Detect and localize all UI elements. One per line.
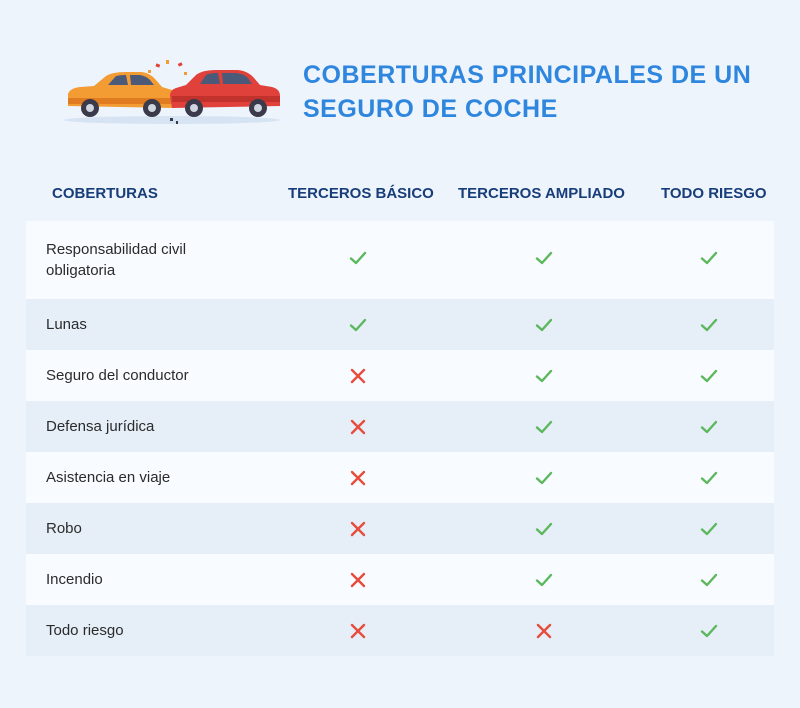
check-icon <box>348 315 368 335</box>
check-icon <box>699 366 719 386</box>
column-header-todo-riesgo: TODO RIESGO <box>661 185 767 202</box>
check-icon <box>534 417 554 437</box>
cross-icon <box>348 366 368 386</box>
check-icon <box>534 315 554 335</box>
cross-icon <box>348 570 368 590</box>
table-row <box>26 350 774 401</box>
check-icon <box>699 417 719 437</box>
check-icon <box>534 570 554 590</box>
check-icon <box>534 366 554 386</box>
check-icon <box>699 315 719 335</box>
check-icon <box>534 248 554 268</box>
cross-icon <box>348 519 368 539</box>
check-icon <box>534 468 554 488</box>
check-icon <box>534 519 554 539</box>
page-title <box>303 58 773 126</box>
coverage-table <box>26 221 774 656</box>
header <box>0 0 800 150</box>
check-icon <box>699 519 719 539</box>
row-label: Incendio <box>46 571 103 588</box>
table-row <box>26 299 774 350</box>
column-header-coberturas: COBERTURAS <box>52 185 158 202</box>
cross-icon <box>348 621 368 641</box>
column-header-terceros-basico: TERCEROS BÁSICO <box>288 185 434 202</box>
table-row <box>26 605 774 656</box>
row-label: Lunas <box>46 316 87 333</box>
cross-icon <box>534 621 554 641</box>
column-header-terceros-ampliado: TERCEROS AMPLIADO <box>458 185 625 202</box>
row-label: Robo <box>46 520 82 537</box>
table-row <box>26 554 774 605</box>
row-label: Asistencia en viaje <box>46 469 171 486</box>
title-line-1: COBERTURAS PRINCIPALES DE UN <box>303 61 752 89</box>
cross-icon <box>348 468 368 488</box>
table-row <box>26 221 774 299</box>
row-label: Defensa jurídica <box>46 418 155 435</box>
check-icon <box>699 468 719 488</box>
row-label: Todo riesgo <box>46 622 124 639</box>
row-label: Seguro del conductor <box>46 367 189 384</box>
table-row <box>26 401 774 452</box>
check-icon <box>699 248 719 268</box>
row-label: Responsabilidad civil obligatoria <box>46 241 187 279</box>
table-row <box>26 503 774 554</box>
title-line-2: SEGURO DE COCHE <box>303 95 558 123</box>
car-crash-illustration <box>60 58 285 133</box>
check-icon <box>699 621 719 641</box>
table-row <box>26 452 774 503</box>
check-icon <box>348 248 368 268</box>
check-icon <box>699 570 719 590</box>
cross-icon <box>348 417 368 437</box>
